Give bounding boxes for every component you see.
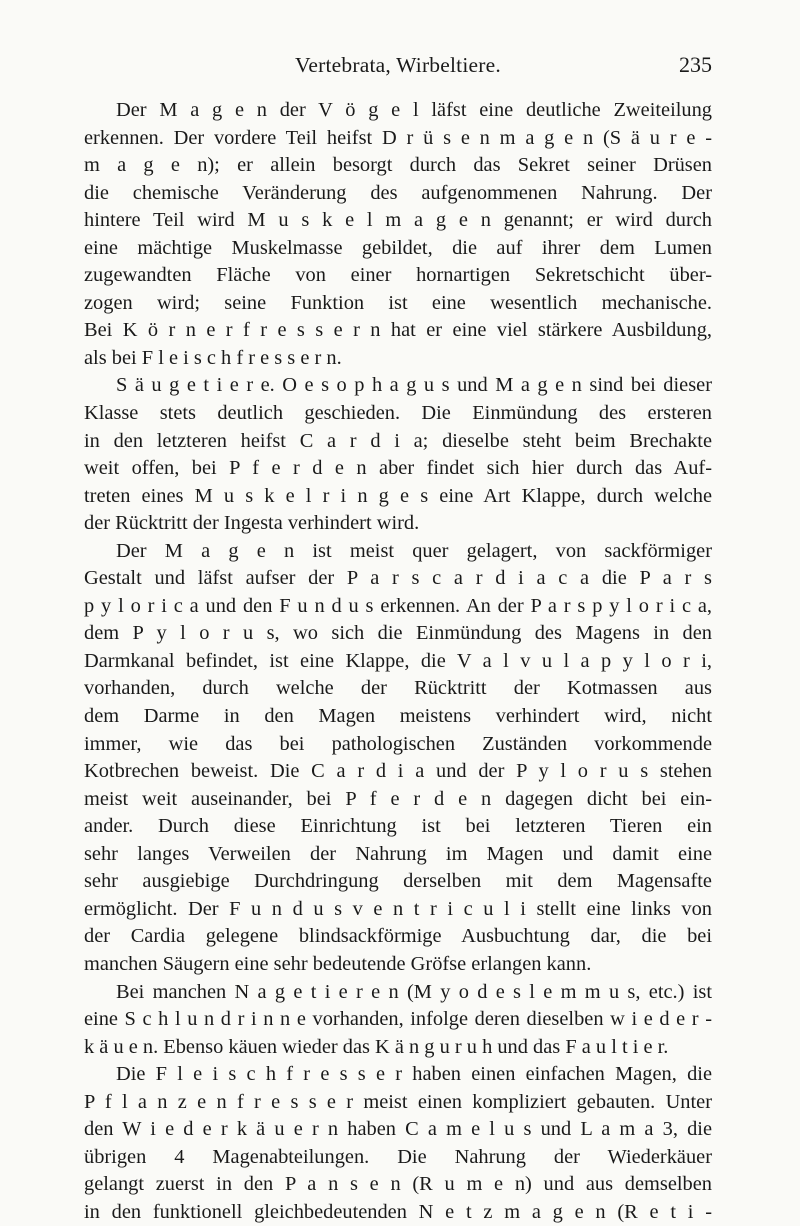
text-line: immer, wie das bei pathologischen Zuständen vorkommende [84, 732, 712, 755]
text-line: in den letzteren heifst C a r d i a; dieselbe steht beim Brechakte [84, 429, 712, 452]
text-line: manchen Säugern eine sehr bedeutende Gröfse erlangen kann. [84, 952, 592, 975]
text-line: P f l a n z e n f r e s s e r meist einen kompliziert gebauten. Unter [84, 1090, 712, 1113]
text-line: gelangt zuerst in den P a n s e n (R u m e n) und aus demselben [84, 1173, 712, 1196]
page-number: 235 [679, 52, 712, 77]
text-line: meist weit auseinander, bei P f e r d e n dagegen dicht bei ein- [84, 787, 712, 810]
text-line: dem Darme in den Magen meistens verhindert wird, nicht [84, 705, 712, 728]
text-line: übrigen 4 Magenabteilungen. Die Nahrung der Wiederkäuer [84, 1145, 712, 1168]
text-line: als bei F l e i s c h f r e s s e r n. [84, 346, 342, 369]
text-line: in den funktionell gleichbedeutenden N e t z m a g e n (R e t i - [84, 1200, 712, 1223]
text-line: der Cardia gelegene blindsackförmige Ausbuchtung dar, die bei [84, 925, 712, 948]
text-line: zugewandten Fläche von einer hornartigen Sekretschicht über- [84, 264, 712, 287]
text-line: S ä u g e t i e r e. O e s o p h a g u s und M a g e n sind bei dieser [116, 374, 712, 397]
page-header-title: Vertebrata, Wirbeltiere. [295, 53, 501, 77]
text-line: Gestalt und läfst aufser der P a r s c a r d i a c a die P a r s [84, 567, 712, 590]
text-line: sehr ausgiebige Durchdringung derselben mit dem Magensafte [84, 870, 712, 893]
text-line: eine mächtige Muskelmasse gebildet, die auf ihrer dem Lumen [84, 236, 712, 259]
text-line: ermöglicht. Der F u n d u s v e n t r i c u l i stellt eine links von [84, 897, 712, 920]
text-line: erkennen. Der vordere Teil heifst D r ü s e n m a g e n (S ä u r e - [84, 126, 712, 149]
text-line: Der M a g e n der V ö g e l läfst eine deutliche Zweiteilung [116, 99, 712, 121]
text-line: der Rücktritt der Ingesta verhindert wird. [84, 512, 420, 535]
text-line: Darmkanal befindet, ist eine Klappe, die V a l v u l a p y l o r i, [84, 649, 712, 672]
text-line: die chemische Veränderung des aufgenommenen Nahrung. Der [84, 181, 712, 204]
text-line: p y l o r i c a und den F u n d u s erkennen. An der P a r s p y l o r i c a, [84, 594, 712, 617]
text-line: ander. Durch diese Einrichtung ist bei letzteren Tieren ein [84, 815, 712, 838]
text-line: dem P y l o r u s, wo sich die Einmündung des Magens in den [84, 622, 712, 645]
text-line: hintere Teil wird M u s k e l m a g e n genannt; er wird durch [84, 209, 712, 232]
text-line: k ä u e n. Ebenso käuen wieder das K ä n g u r u h und das F a u l t i e r. [84, 1035, 669, 1058]
text-line: zogen wird; seine Funktion ist eine wesentlich mechanische. [84, 291, 712, 314]
text-line: den W i e d e r k ä u e r n haben C a m e l u s und L a m a 3, die [84, 1118, 712, 1141]
text-line: m a g e n); er allein besorgt durch das Sekret seiner Drüsen [84, 154, 712, 177]
text-line: Die F l e i s c h f r e s s e r haben einen einfachen Magen, die [116, 1063, 712, 1086]
running-head [84, 48, 712, 82]
body-text [84, 97, 712, 1226]
text-line: eine S c h l u n d r i n n e vorhanden, infolge deren dieselben w i e d e r - [84, 1008, 712, 1031]
text-line: Bei K ö r n e r f r e s s e r n hat er eine viel stärkere Ausbildung, [84, 319, 712, 342]
text-line: treten eines M u s k e l r i n g e s eine Art Klappe, durch welche [84, 484, 712, 507]
text-line: Kotbrechen beweist. Die C a r d i a und der P y l o r u s stehen [84, 760, 712, 783]
text-line: Der M a g e n ist meist quer gelagert, von sackförmiger [116, 539, 712, 562]
text-line: Bei manchen N a g e t i e r e n (M y o d e s l e m m u s, etc.) ist [116, 980, 712, 1003]
text-line: vorhanden, durch welche der Rücktritt der Kotmassen aus [84, 677, 712, 700]
text-line: sehr langes Verweilen der Nahrung im Magen und damit eine [84, 842, 712, 865]
text-line: Klasse stets deutlich geschieden. Die Einmündung des ersteren [84, 402, 712, 425]
text-line: weit offen, bei P f e r d e n aber findet sich hier durch das Auf- [84, 457, 712, 480]
